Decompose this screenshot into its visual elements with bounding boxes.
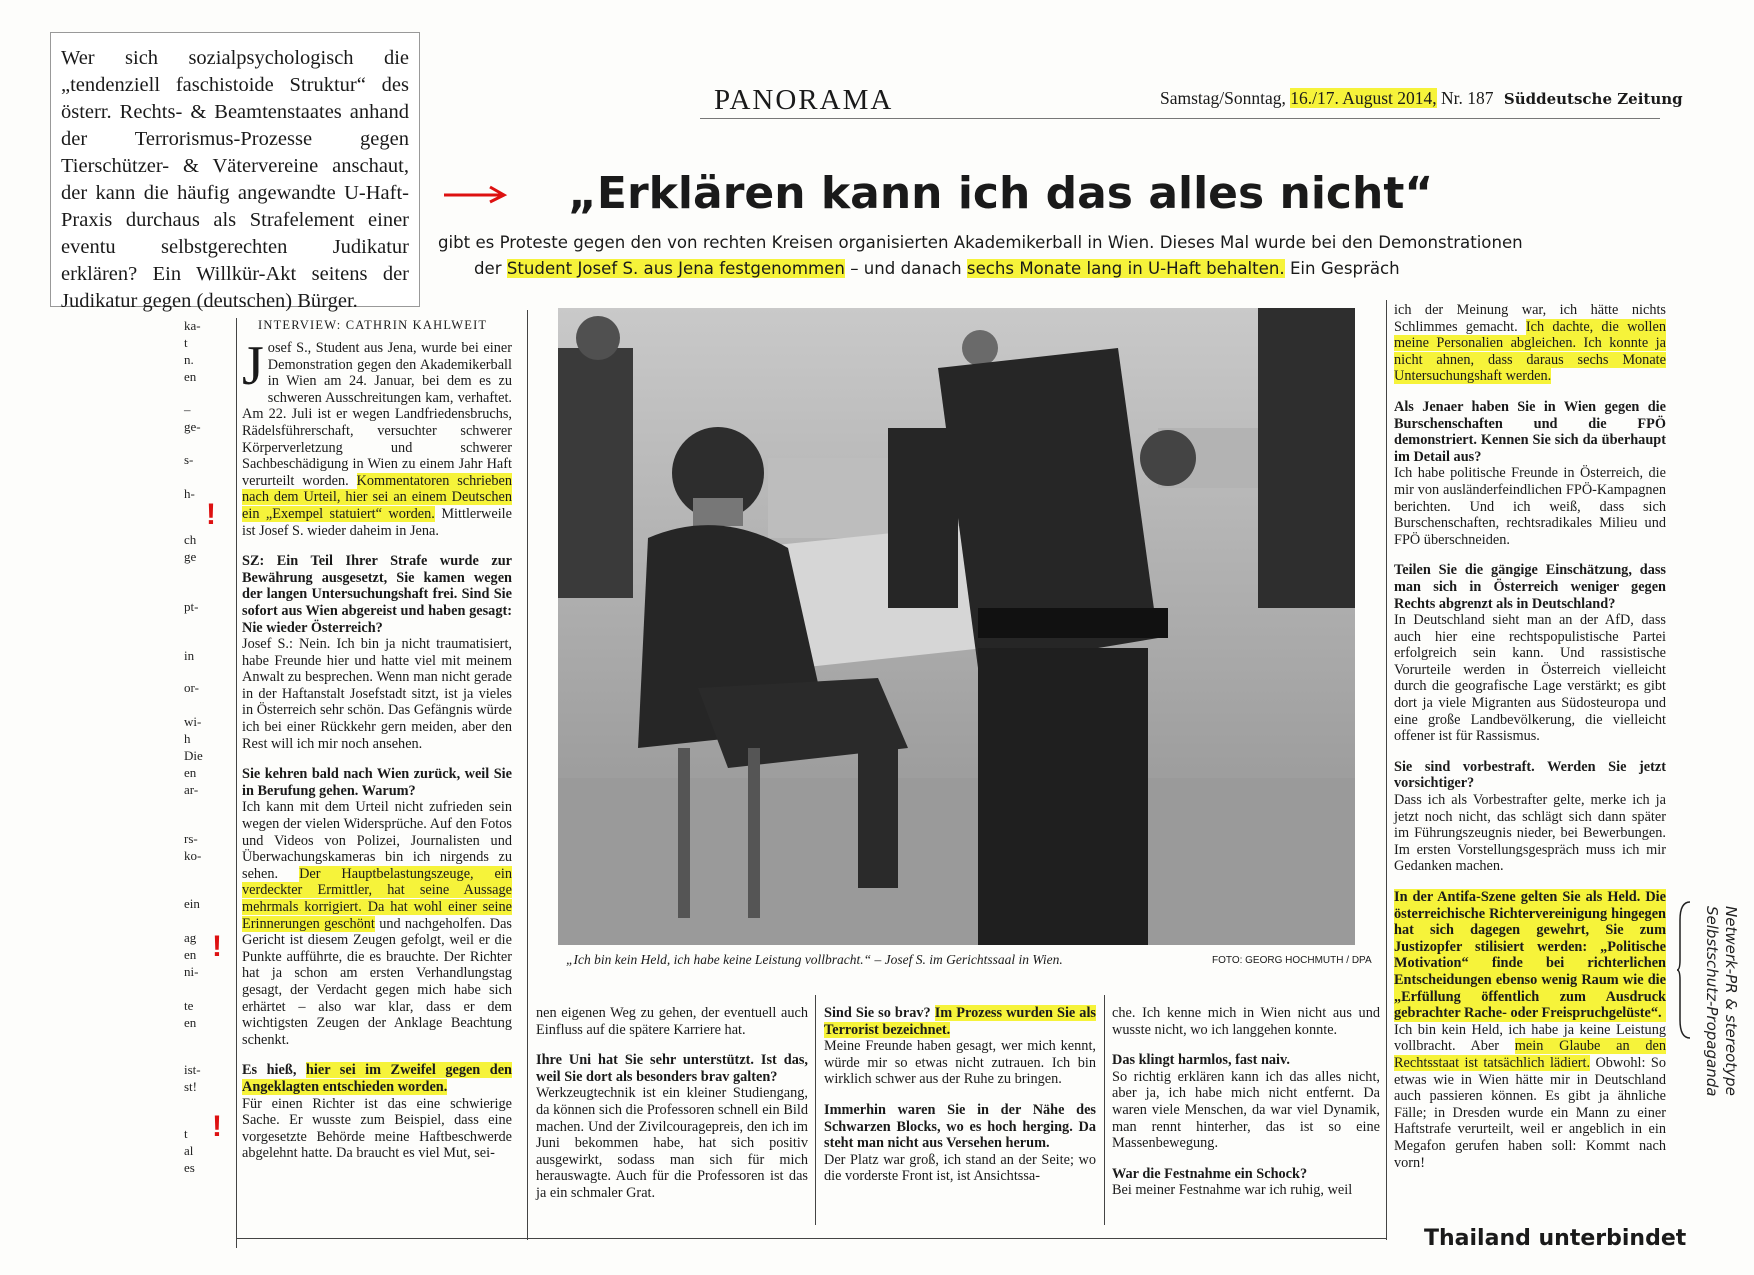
qa-7: Das klingt harmlos, fast naiv. So richtig erklären kann ich das alles nicht, aber ja, ich habe mich nicht entfernt. Da waren viele Menschen, da war viel Dynamik, man rennt hinterher, das ist so eine Massenbewegung. xyxy=(1112,1052,1380,1152)
byline: INTERVIEW: CATHRIN KAHLWEIT xyxy=(258,318,488,332)
subhead-highlight-1: Student Josef S. aus Jena festgenommen xyxy=(506,259,845,278)
column-1 xyxy=(242,335,513,1176)
column-rule xyxy=(1386,300,1387,1240)
date-highlight: 16./17. August 2014, xyxy=(1290,88,1437,108)
dropcap: J xyxy=(242,335,264,397)
qa-12: In der Antifa-Szene gelten Sie als Held. Die österreichische Richtervereinigung hingegen hat sich dagegen gewehrt, Sie zum Justizopfer stilisiert werden: „Politische Motivation“ finde bei richterlichen Entscheidungen ebenso wenig Raum wie die „Erfüllung öffentlich zum Ausdruck gebrachter Rache- oder Freispruchgelüste“. Ich bin kein Held, ich habe ja keine Leistung vollbracht. Aber mein Glaube an den Rechtsstaat ist tatsächlich lädiert. Obwohl: So etwas wie in Wien hätte mir in Deutschland auch passieren können. Es gibt ja ähnliche Fälle; in Dresden wurde ein Mann zu einer Haftstrafe verurteilt, weil er angeblich in ein Megafon gerufen haben soll: Kommt nach vorn! xyxy=(1394,889,1666,1171)
exclamation-icon: ! xyxy=(212,1110,222,1143)
photo-caption: „Ich bin kein Held, ich habe keine Leistung vollbracht.“ – Josef S. im Gerichtssaal in Wien. xyxy=(566,952,1063,967)
a6-continued: che. Ich kenne mich in Wien nicht aus und wusste nicht, wo ich langgehen konnte. xyxy=(1112,1005,1380,1038)
a3-continued: nen eigenen Weg zu gehen, der eventuell auch Einfluss auf die spätere Karriere hat. xyxy=(536,1005,808,1038)
column-4 xyxy=(1112,1005,1380,1213)
red-arrow-icon xyxy=(442,182,512,206)
margin-fragments: ka- t n. en – ge- s- h- ch ge pt- in or- wi- h Die en ar- rs- ko- ein ag en ni- te en ist- st! t al es xyxy=(184,318,203,1175)
headline: „Erklären kann ich das alles nicht“ xyxy=(568,168,1434,219)
qa-2: Sie kehren bald nach Wien zurück, weil Sie in Berufung gehen. Warum? Ich kann mit dem Urteil nicht zufrieden sein wegen der vielen Widersprüche. Auf den Fotos und Videos von Polizei, Journalisten und Überwachungskameras bin ich nirgends zu sehen. Der Hauptbelastungszeuge, ein verdeckter Ermittler, hat seine Aussage mehrmals korrigiert. Da hat wohl einer seine Erinnerungen geschönt und nachgeholfen. Das Gericht ist diesem Zeugen gefolgt, weil er die Punkte aufführte, die es brauchte. Der Richter hat ja schon am ersten Verhandlungstag gesagt, der Verdacht gegen mich habe sich erhärtet – also war klar, dass er dem wichtigsten Zeugen der Anklage Beachtung schenkt. xyxy=(242,766,512,1048)
column-rule xyxy=(1104,995,1105,1225)
column-rule xyxy=(815,995,816,1225)
subhead xyxy=(438,230,1618,282)
masthead-rule xyxy=(700,118,1660,119)
qa-6: Immerhin waren Sie in der Nähe des Schwarzen Blocks, wo es hoch herging. Da steht man nicht aus Versehen herum. Der Platz war groß, ich stand an der Seite; wo die vorderste Front ist, ist Ansichtssa- xyxy=(824,1101,1096,1185)
qa-8: War die Festnahme ein Schock? Bei meiner Festnahme war ich ruhig, weil xyxy=(1112,1165,1353,1199)
subhead-line2: der Student Josef S. aus Jena festgenommen – und danach sechs Monate lang in U-Haft behalten. Ein Gespräch xyxy=(474,259,1400,278)
bottom-rule xyxy=(236,1238,1386,1239)
qa-10: Teilen Sie die gängige Einschätzung, dass man sich in Österreich weniger gegen Rechts abgrenzt als in Deutschland? In Deutschland sieht man an der AfD, dass auch hier eine rechtspopulistische Partei erfolgreich sein kann. Und rassistische Vorurteile werden in Österreich vielleicht durch die geografische Lage verstärkt; es gibt dort ja viele Migranten aus Südosteuropa und eine große Landbevölkerung, die vielleicht offener ist für Rassismus. xyxy=(1394,562,1666,745)
qa-1: SZ: Ein Teil Ihrer Strafe wurde zur Bewährung ausgesetzt, Sie kamen wegen der langen Untersuchungshaft frei. Sind Sie sofort aus Wien abgereist und haben gesagt: Nie wieder Österreich? Josef S.: Nein. Ich bin ja nicht traumatisiert, habe Freunde hier und hatte viel mit meinem Anwalt zu besprechen. Wenn man nicht gerade in der Haftanstalt Josefstadt sitzt, ist ja vieles in Österreich sehr schön. Das Gefängnis würde ich bei einer Rückkehr gern meiden, aber den Rest will ich mir noch ansehen. xyxy=(242,553,512,752)
qa-3: Es hieß, hier sei im Zweifel gegen den Angeklagten entschieden worden. Für einen Richter ist das eine schwierige Sache. Er wusste zum Beispiel, dass eine vorgesetzte Behörde meine Haftbeschwerde abgelehnt hatte. Da braucht es viel Mut, sei- xyxy=(242,1062,513,1162)
handwritten-note: Netwerk-PR & stereotype Selbstschutz-Propaganda xyxy=(1703,906,1740,1097)
qa-5: Sind Sie so brav? Im Prozess wurden Sie als Terrorist bezeichnet. Meine Freunde haben gesagt, wer mich kennt, würde mir so etwas nicht zutrauen. Ich bin wirklich schwer aus der Ruhe zu bringen. xyxy=(824,1005,1096,1088)
exclamation-icon: ! xyxy=(212,930,222,963)
date-prefix: Samstag/Sonntag, xyxy=(1160,88,1286,108)
section-title: PANORAMA xyxy=(714,84,894,116)
column-rule xyxy=(236,318,237,1248)
column-3 xyxy=(824,1005,1096,1199)
column-2 xyxy=(536,1005,808,1216)
photo-image xyxy=(558,308,1355,945)
a8-continued: ich der Meinung war, ich hätte nichts Schlimmes gemacht. Ich dachte, die wollen meine Personalien abgleichen. Ich konnte ja nicht ahnen, dass daraus sechs Monate Untersuchungshaft werden. xyxy=(1394,302,1666,385)
qa-4: Ihre Uni hat Sie sehr unterstützt. Ist das, weil Sie dort als besonders brav galten? Werkzeugtechnik ist ein kleiner Studiengang, da können sich die Professoren schnell ein Bild machen. Und der Zivilcouragepreis, den ich im Juni bekommen habe, hat sich positiv ausgewirkt, sodass man sich für mich herauswagte. Auch für die Professoren ist das ja ein schmaler Grat. xyxy=(536,1052,808,1201)
subhead-highlight-2: sechs Monate lang in U-Haft behalten. xyxy=(966,259,1285,278)
note-text: Wer sich sozialpsychologisch die „tendenziell faschistoide Struktur“ des österr. Rechts- & Beamtenstaates anhand der Terrorismus-Prozesse gegen Tierschützer- & Vätervereine anschaut, der kann die häufig angewandte U-Haft-Praxis durchaus als Strafelement einer eventu selbstgerechten Judikatur erklären? Ein Willkür-Akt seitens der Judikatur gegen (deutschen) Bürger. xyxy=(61,47,409,312)
photo-credit: FOTO: GEORG HOCHMUTH / DPA xyxy=(1212,955,1372,966)
issue-number: Nr. 187 xyxy=(1441,88,1494,108)
bracket-icon xyxy=(1676,900,1692,1040)
paper-name: Süddeutsche Zeitung xyxy=(1503,90,1683,108)
column-rule xyxy=(527,310,528,1240)
next-article-title: Thailand unterbindet xyxy=(1424,1226,1687,1250)
intro-paragraph: J osef S., Student aus Jena, wurde bei einer Demonstration gegen den Akademikerball in Wien am 24. Januar, bei dem es zu schweren Ausschreitungen kam, verhaftet. Am 22. Juli ist er wegen Landfriedensbruchs, Rädelsführerschaft, versuchter schwerer Körperverletzung und schwerer Sachbeschädigung in Wien zu einem Jahr Haft verurteilt worden. Kommentatoren schrieben nach dem Urteil, hier sei an einem Deutschen ein „Exempel statuiert“ worden. Mittlerweile ist Josef S. wieder daheim in Jena. xyxy=(242,335,512,539)
court-photo xyxy=(558,308,1355,945)
masthead-date xyxy=(1160,88,1683,109)
qa-11: Sie sind vorbestraft. Werden Sie jetzt vorsichtiger? Dass ich als Vorbestrafter gelte, merke ich ja jetzt noch nicht, das schlägt sich dann später im Führungszeugnis nieder, bei Bewerbungen. Im ersten Vorstellungsgespräch muss ich mir Gedanken machen. xyxy=(1394,758,1666,875)
subhead-line1: gibt es Proteste gegen den von rechten Kreisen organisierten Akademikerball in Wien. Dieses Mal wurde bei den Demonstrationen xyxy=(438,233,1523,252)
qa-9: Als Jenaer haben Sie in Wien gegen die Burschenschaften und die FPÖ demonstriert. Kennen Sie sich da überhaupt im Detail aus? Ich habe politische Freunde in Österreich, die mir von ausländerfeindlichen FPÖ-Kampagnen berichten. Und ich weiß, dass sich Burschenschaften, rechtsradikales Milieu und FPÖ überschneiden. xyxy=(1394,398,1666,548)
exclamation-icon: ! xyxy=(206,498,216,531)
note-box xyxy=(50,32,420,312)
column-5 xyxy=(1394,302,1666,1185)
